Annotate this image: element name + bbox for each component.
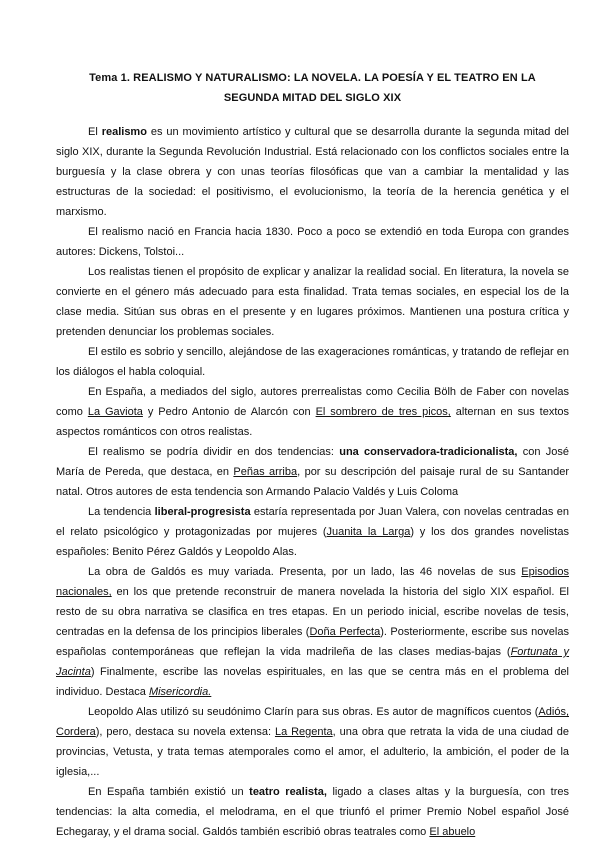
term-conservadora: una conservadora-tradicionalista, (339, 446, 518, 458)
paragraph-galdos: La obra de Galdós es muy variada. Presenta, por un lado, las 46 novelas de sus Episodios nacionales, en los que pretende reconstruir de manera novelada la historia del siglo XIX español. El resto de su obra narrativa se clasifica en tres etapas. En un periodo inicial, escribe novelas de tesis, centradas en la defensa de los principios liberales (Doña Perfecta). Posteriormente, escribe sus novelas españolas contemporáneas que reflejan la vida madrileña de las clases medias-bajas (Fortunata y Jacinta) Finalmente, escribe las novelas espirituales, en las que se centra más en el problema del individuo. Destaca Misericordia. (56, 566, 570, 698)
title-fortunata-y-jacinta: Fortunata y Jacinta (56, 646, 570, 678)
title-la-gaviota: La Gaviota (87, 406, 143, 418)
title-misericordia: Misericordia. (148, 686, 212, 698)
title-dona-perfecta: Doña Perfecta (309, 626, 381, 638)
paragraph-origin: El realismo nació en Francia hacia 1830. Poco a poco se extendió en toda Europa con grandes autores: Dickens, Tolstoi... (56, 226, 569, 258)
title-juanita-la-larga: Juanita la Larga (326, 526, 411, 538)
title-episodios-nacionales: Episodios nacionales, (56, 566, 569, 598)
title-el-sombrero: El sombrero de tres picos, (315, 406, 451, 418)
title-el-abuelo: El abuelo (429, 826, 476, 838)
paragraph-style: El estilo es sobrio y sencillo, alejándose de las exageraciones románticas, y tratando de reflejar en los diálogos el habla coloquial. (56, 346, 569, 378)
term-teatro-realista: teatro realista, (249, 786, 327, 798)
paragraph-conservative: El realismo se podría dividir en dos tendencias: una conservadora-tradicionalista, con José María de Pereda, que destaca, en Peñas arriba, por su descripción del paisaje rural de su Santander natal. Otros autores de esta tendencia son Armando Palacio Valdés y Luis Coloma (56, 446, 570, 498)
paragraph-clarin: Leopoldo Alas utilizó su seudónimo Clarín para sus obras. Es autor de magníficos cuentos (Adiós, Cordera), pero, destaca su novela extensa: La Regenta, una obra que retrata la vida de una ciudad de provincias, Vetusta, y trata temas atemporales como el amor, el adulterio, la ambición, el poder de la iglesia,... (56, 706, 569, 778)
paragraph-prerealism: En España, a mediados del siglo, autores prerrealistas como Cecilia Bölh de Faber con novelas como La Gaviota y Pedro Antonio de Alarcón con El sombrero de tres picos, alternan en sus textos aspectos románticos con otros realistas. (56, 386, 569, 438)
paragraph-liberal: La tendencia liberal-progresista estaría representada por Juan Valera, con novelas centradas en el relato psicológico y protagonizadas por mujeres (Juanita la Larga) y los dos grandes novelistas españoles: Benito Pérez Galdós y Leopoldo Alas. (56, 506, 569, 558)
document-title (66, 68, 559, 108)
title-adios-cordera: Adiós, Cordera (56, 706, 569, 738)
title-penas-arriba: Peñas arriba (233, 466, 298, 478)
paragraph-purpose: Los realistas tienen el propósito de explicar y analizar la realidad social. En literatura, la novela se convierte en el género más adecuado para esta finalidad. Trata temas sociales, en especial los de la clase media. Sitúan sus obras en el presente y en lugares próximos. Mantienen una postura crítica y pretenden denunciar los problemas sociales. (56, 266, 569, 338)
paragraph-theatre: En España también existió un teatro realista, ligado a clases altas y la burguesía, con tres tendencias: la alta comedia, el melodrama, en el que triunfó el primer Premio Nobel español José Echegaray, y el drama social. Galdós también escribió obras teatrales como El abuelo (56, 786, 569, 838)
title-la-regenta: La Regenta (274, 726, 333, 738)
term-realismo: realismo (101, 126, 147, 138)
title-line-1: Tema 1. REALISMO Y NATURALISMO: LA NOVELA. LA POESÍA Y EL TEATRO EN LA (89, 72, 536, 84)
title-line-2: SEGUNDA MITAD DEL SIGLO XIX (223, 92, 402, 104)
paragraph-realism-definition: El realismo es un movimiento artístico y cultural que se desarrolla durante la segunda mitad del siglo XIX, durante la Segunda Revolución Industrial. Está relacionado con los conflictos sociales entre la burguesía y la clase obrera y con unas teorías filosóficas que van a cambiar la mentalidad y las estructuras de la sociedad: el positivismo, el evolucionismo, la teoría de la herencia genética y el marxismo. (56, 126, 569, 218)
term-liberal-progresista: liberal-progresista (154, 506, 251, 518)
